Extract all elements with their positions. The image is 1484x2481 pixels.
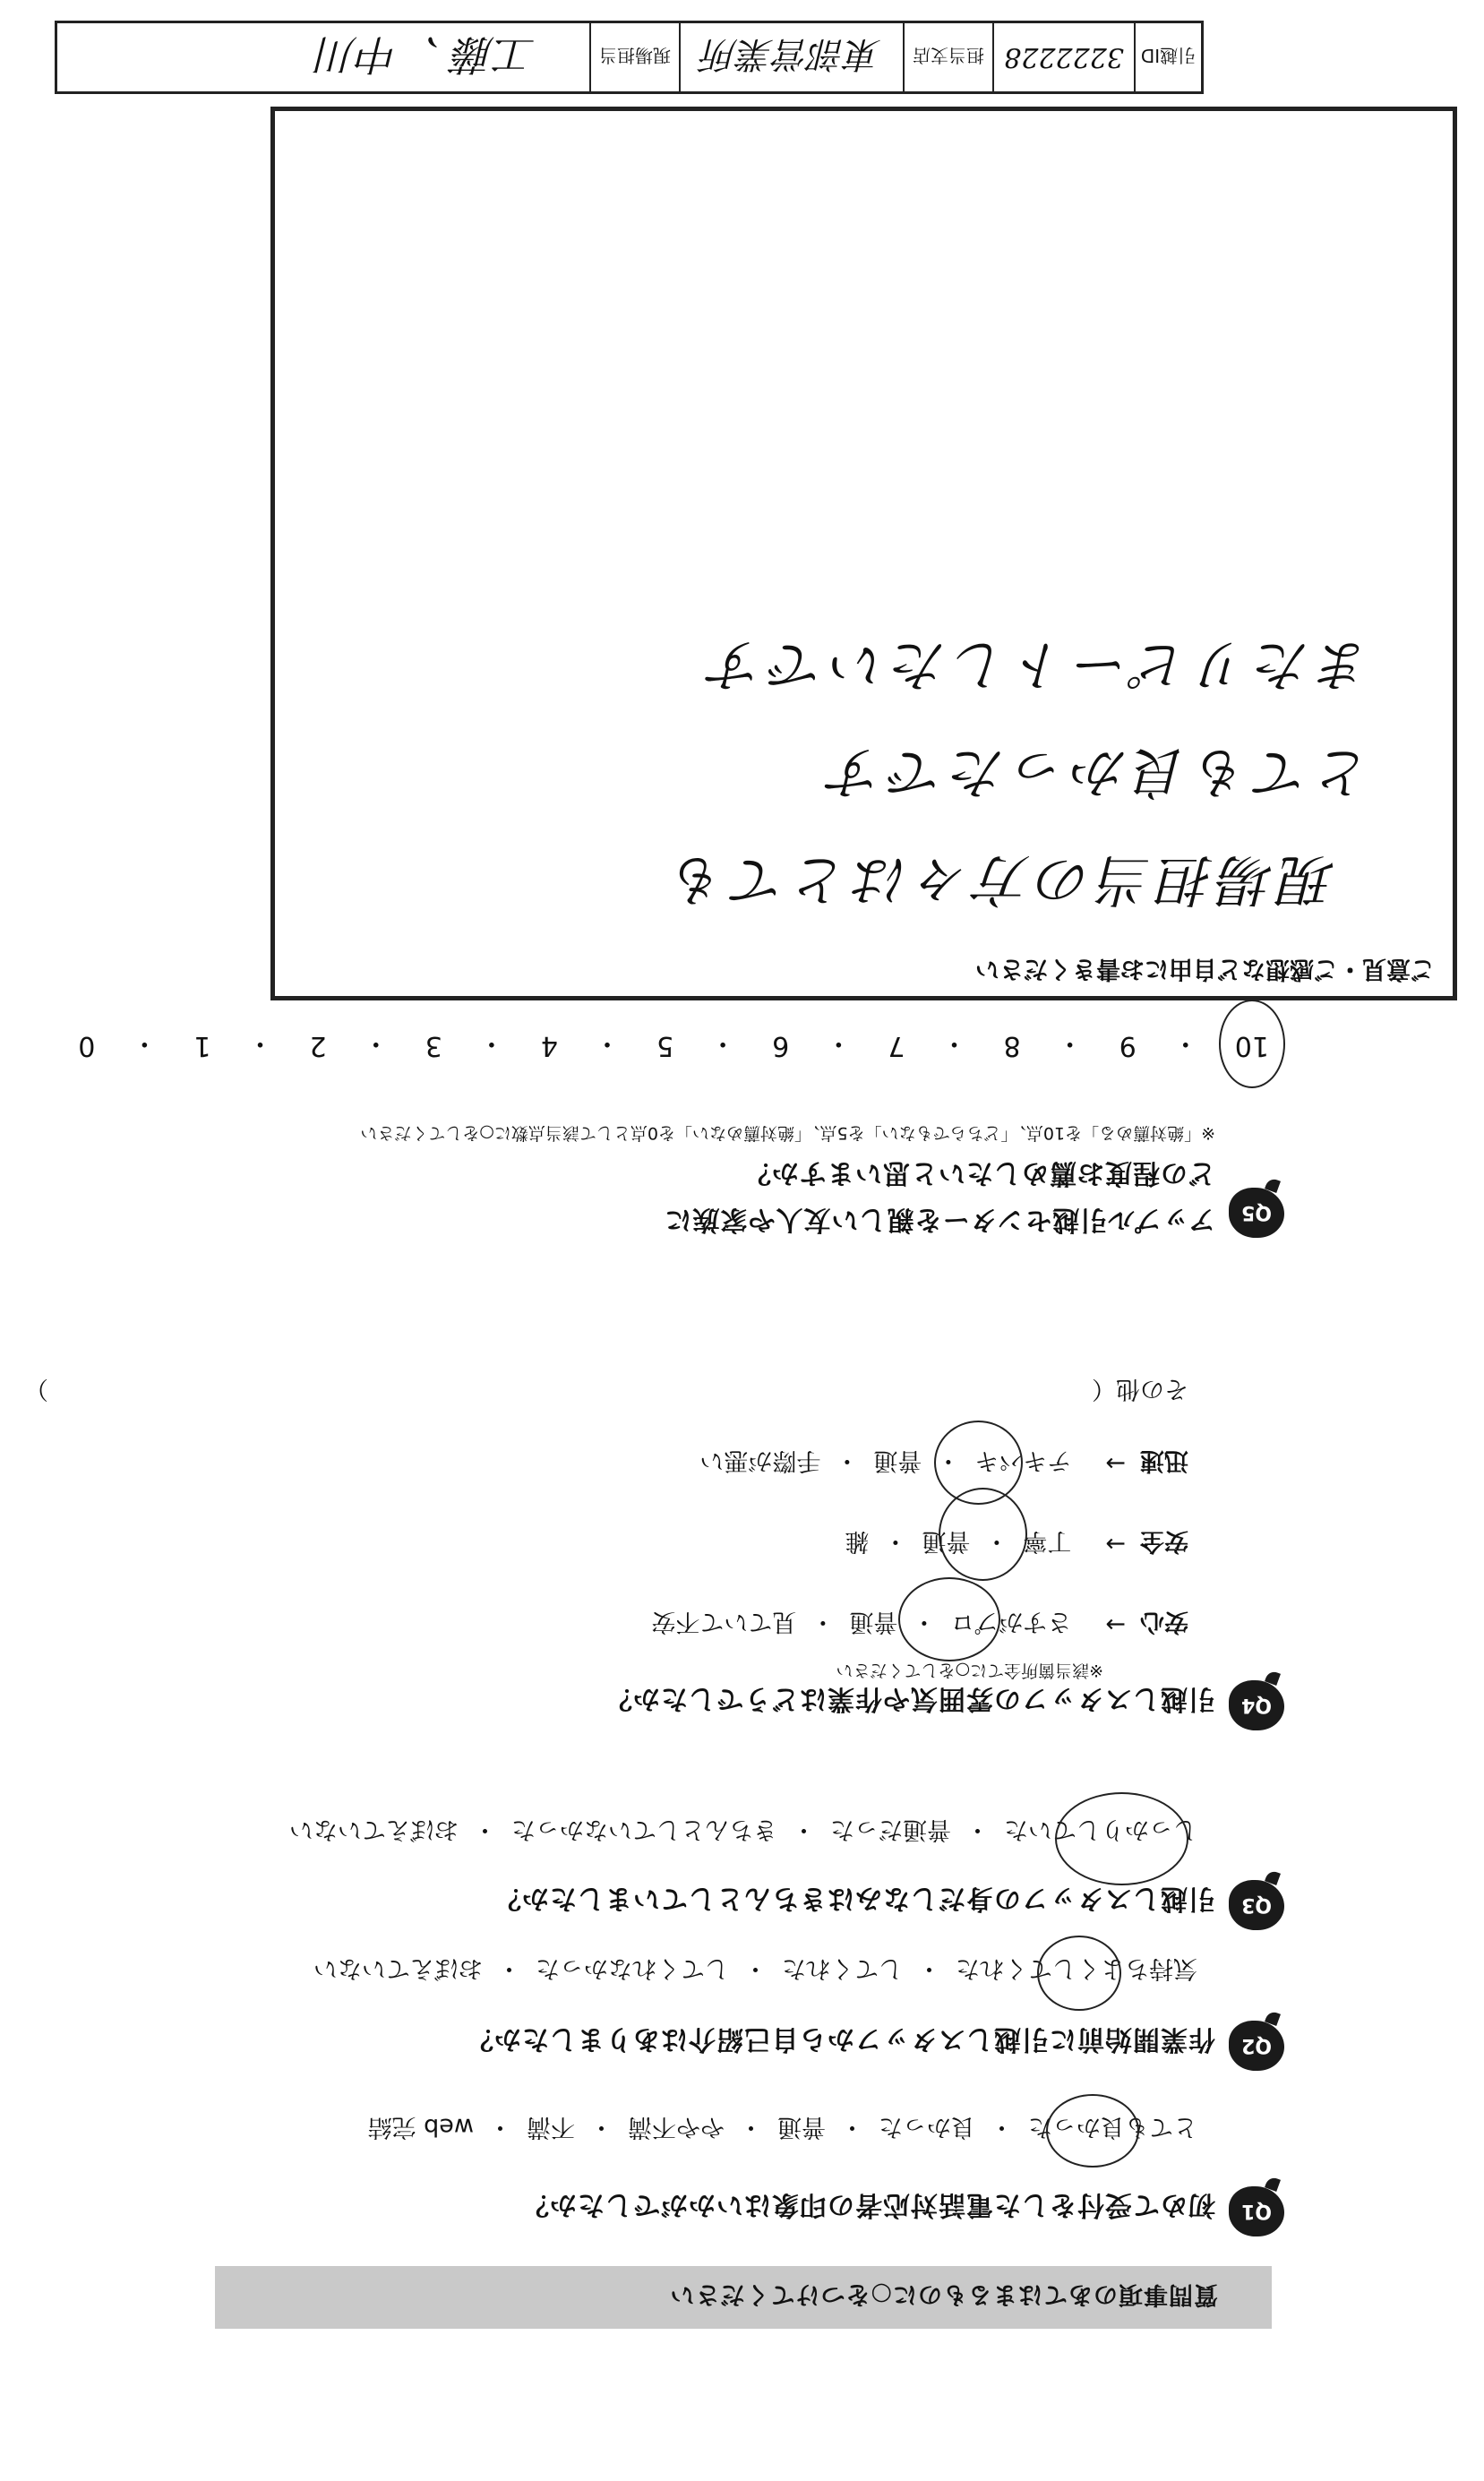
answer-circle-q4-anshin [898, 1577, 1000, 1661]
answer-circle-q2 [1037, 1936, 1121, 2011]
scale-value[interactable]: 2 [309, 1030, 327, 1062]
q4-other-close: ） [24, 1375, 48, 1403]
q1-badge: Q1 [1229, 2186, 1284, 2236]
instruction-text: 質問事項のあてはまるものに○をつけてください [669, 2280, 1218, 2309]
q4-option[interactable]: 普通 [873, 1447, 922, 1474]
branch-value: 東部営業所 [679, 23, 903, 91]
q4-row-anshin: 安心 → さすがプロ ・ 普通 ・ 見ていて不安 [651, 1607, 1188, 1642]
q5-badge: Q5 [1229, 1188, 1284, 1238]
q3-options: しっかりしていた ・ 普通だった ・ きちんとしていなかった ・ おぼえていない [289, 1815, 1197, 1850]
q2-option[interactable]: 気持ちよくしてくれた [956, 1954, 1197, 1982]
q4-option[interactable]: 普通 [922, 1527, 971, 1555]
scale-value[interactable]: 3 [425, 1030, 442, 1062]
q4-row-label: 安心 [1140, 1608, 1188, 1635]
q1-option[interactable]: とても良かった [1028, 2113, 1197, 2141]
q5-scale: 10 ・ 9 ・ 8 ・ 7 ・ 6 ・ 5 ・ 4 ・ 3 ・ 2 ・ 1 ・ 0 [78, 1027, 1269, 1062]
q4-other-label: その他（ [1092, 1375, 1188, 1403]
scale-value[interactable]: 0 [78, 1030, 96, 1062]
q1-text: 初めて受付をした電話対応者の印象はいかがでしたか？ [521, 2189, 1215, 2220]
q3-option[interactable]: きちんとしていなかった [511, 1816, 777, 1843]
q4-option[interactable]: 手際が悪い [699, 1447, 821, 1474]
q1-option[interactable]: web 完結 [367, 2113, 474, 2141]
q4-option[interactable]: 雑 [845, 1527, 870, 1555]
q5-text-line2: どの程度お薦めしたいと思いますか？ [743, 1157, 1215, 1189]
scale-value[interactable]: 6 [772, 1030, 790, 1062]
scale-value[interactable]: 5 [656, 1030, 674, 1062]
q2-option[interactable]: おぼえていない [313, 1954, 483, 1982]
q4-badge: Q4 [1229, 1680, 1284, 1730]
q3-badge: Q3 [1229, 1880, 1284, 1930]
q4-option[interactable]: テキパキ [974, 1447, 1072, 1474]
comment-heading: ご意見・ご感想など自由にお書きください [975, 955, 1435, 983]
q3-option[interactable]: 普通だった [830, 1816, 951, 1843]
branch-label: 担当支店 [903, 23, 992, 91]
q4-note: ※該当箇所全てに○をしてください [836, 1661, 1103, 1680]
answer-circle-q4-jinsoku [934, 1421, 1023, 1505]
q3-text: 引越しスタッフの身だしなみはきちんとしていましたか？ [493, 1883, 1215, 1914]
scale-value[interactable]: 9 [1119, 1030, 1137, 1062]
q1-option[interactable]: 不満 [527, 2113, 575, 2141]
q1-options: とても良かった ・ 良かった ・ 普通 ・ やや不満 ・ 不満 ・ web 完結 [368, 2112, 1197, 2147]
scale-value[interactable]: 4 [540, 1030, 558, 1062]
q4-row-label: 安全 [1140, 1527, 1188, 1555]
q1-option[interactable]: 普通 [777, 2113, 826, 2141]
comment-line-1: 現場担当の方々はとても [665, 847, 1336, 913]
q3-option[interactable]: しっかりしていた [1004, 1816, 1197, 1843]
answer-circle-q3 [1055, 1792, 1188, 1885]
q4-option[interactable]: 丁寧 [1023, 1527, 1072, 1555]
q4-row-label: 迅速 [1140, 1447, 1188, 1474]
q2-badge: Q2 [1229, 2021, 1284, 2071]
q4-option[interactable]: さすがプロ [950, 1608, 1072, 1635]
q4-option[interactable]: 見ていて不安 [651, 1608, 797, 1635]
q1-option[interactable]: やや不満 [628, 2113, 725, 2141]
q4-text: 引越しスタッフの雰囲気や作業はどうでしたか？ [605, 1683, 1215, 1714]
q2-text: 作業開始前に引越しスタッフから自己紹介はありましたか？ [466, 2023, 1215, 2055]
site-value: 工藤 、中川 [316, 30, 536, 79]
instruction-banner [215, 2266, 1272, 2329]
q4-row-anzen: 安全 → 丁寧 ・ 普通 ・ 雑 [845, 1526, 1188, 1561]
q4-other [1092, 1374, 1188, 1409]
answer-circle-q5 [1219, 1000, 1285, 1088]
comment-box[interactable] [270, 107, 1457, 1000]
scale-value[interactable]: 7 [888, 1030, 905, 1062]
q5-text-line1: アップル引越センターを親しい友人や家族に [664, 1204, 1215, 1235]
comment-line-2: とても良かったです [823, 740, 1372, 805]
q3-option[interactable]: おぼえていない [289, 1816, 459, 1843]
site-label: 現場担当 [589, 23, 679, 91]
scale-value[interactable]: 1 [193, 1030, 211, 1062]
comment-line-3: またリピートしたいです [704, 632, 1372, 698]
q2-option[interactable]: してくれた [782, 1954, 903, 1982]
scale-value[interactable]: 10 [1234, 1030, 1269, 1062]
q4-option[interactable]: 普通 [849, 1608, 898, 1635]
id-label: 引越ID [1134, 23, 1201, 91]
q5-note: ※「絶対薦める」を10点、「どちらでもない」を5点、「絶対薦めない」を0点として該当点数に○をしてください [360, 1123, 1215, 1143]
q1-option[interactable]: 良かった [879, 2113, 975, 2141]
q2-options: 気持ちよくしてくれた ・ してくれた ・ してくれなかった ・ おぼえていない [313, 1953, 1197, 1988]
answer-circle-q1 [1046, 2094, 1139, 2168]
header-bar [55, 21, 1204, 94]
q2-option[interactable]: してくれなかった [536, 1954, 729, 1982]
q4-row-jinsoku: 迅速 → テキパキ ・ 普通 ・ 手際が悪い [699, 1446, 1188, 1481]
scale-value[interactable]: 8 [1003, 1030, 1021, 1062]
id-value: 3222228 [992, 23, 1134, 91]
